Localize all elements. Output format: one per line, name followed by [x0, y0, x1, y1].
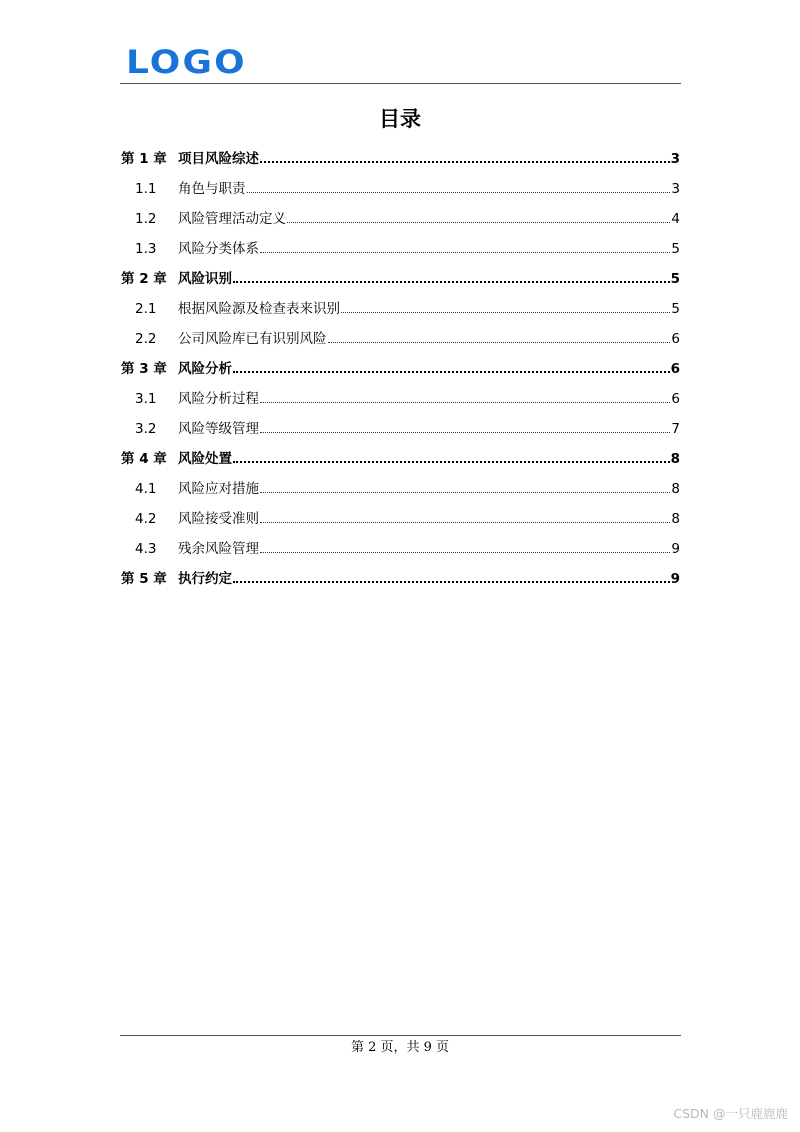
- toc-entry-page: 6: [671, 391, 680, 407]
- toc-entry-chapter-2[interactable]: [121, 267, 680, 291]
- toc-entry-page: 5: [670, 271, 680, 287]
- toc-title: 目录: [379, 107, 421, 131]
- toc-entry-chapter-3[interactable]: [121, 357, 680, 381]
- toc-entry-page: 9: [670, 571, 680, 587]
- toc-entry-label: 风险管理活动定义: [178, 211, 286, 227]
- toc-entry-label: 风险识别: [178, 271, 232, 287]
- toc-entry-label: 风险分类体系: [178, 241, 259, 257]
- toc-entry-number: 1.3: [135, 241, 157, 257]
- header-divider: [120, 83, 681, 84]
- toc-dot-leader: [328, 341, 671, 343]
- footer-divider: [120, 1035, 681, 1036]
- toc-entry-page: 9: [671, 541, 680, 557]
- toc-entry-page: 3: [670, 151, 680, 167]
- toc-entry-label: 风险接受准则: [178, 511, 259, 527]
- toc-entry-section-1-3[interactable]: [121, 237, 680, 261]
- toc-entry-number: 4.2: [135, 511, 157, 527]
- toc-entry-label: 公司风险库已有识别风险: [178, 331, 327, 347]
- toc-entry-section-3-1[interactable]: [121, 387, 680, 411]
- toc-entry-number: 1.2: [135, 211, 157, 227]
- toc-dot-leader: [233, 580, 670, 583]
- toc-dot-leader: [260, 491, 670, 493]
- toc-entry-section-4-3[interactable]: [121, 537, 680, 561]
- toc-entry-number: 第 2 章: [121, 271, 167, 287]
- toc-entry-page: 5: [671, 301, 680, 317]
- toc-entry-number: 第 1 章: [121, 151, 167, 167]
- toc-dot-leader: [260, 551, 670, 553]
- toc-entry-number: 2.2: [135, 331, 157, 347]
- toc-entry-label: 根据风险源及检查表来识别: [178, 301, 340, 317]
- toc-entry-number: 第 4 章: [121, 451, 167, 467]
- toc-dot-leader: [233, 370, 670, 373]
- toc-dot-leader: [233, 460, 670, 463]
- toc-entry-number: 4.3: [135, 541, 157, 557]
- toc-entry-chapter-5[interactable]: [121, 567, 680, 591]
- toc-dot-leader: [260, 160, 670, 163]
- toc-entry-label: 风险等级管理: [178, 421, 259, 437]
- toc-entry-section-2-2[interactable]: [121, 327, 680, 351]
- toc-entry-section-2-1[interactable]: [121, 297, 680, 321]
- toc-entry-number: 3.1: [135, 391, 157, 407]
- toc-entry-number: 1.1: [135, 181, 157, 197]
- company-logo: LOGO: [126, 43, 247, 81]
- toc-entry-page: 6: [671, 331, 680, 347]
- toc-dot-leader: [260, 251, 670, 253]
- toc-entry-label: 风险分析: [178, 361, 232, 377]
- toc-entry-label: 风险应对措施: [178, 481, 259, 497]
- toc-dot-leader: [341, 311, 670, 313]
- toc-entry-section-1-1[interactable]: [121, 177, 680, 201]
- toc-dot-leader: [260, 431, 670, 433]
- toc-entry-page: 7: [671, 421, 680, 437]
- toc-entry-section-4-2[interactable]: [121, 507, 680, 531]
- toc-entry-label: 角色与职责: [178, 181, 246, 197]
- toc-entry-label: 执行约定: [178, 571, 232, 587]
- toc-entry-chapter-4[interactable]: [121, 447, 680, 471]
- toc-dot-leader: [233, 280, 670, 283]
- toc-entry-number: 4.1: [135, 481, 157, 497]
- toc-entry-page: 8: [671, 481, 680, 497]
- toc-entry-chapter-1[interactable]: [121, 147, 680, 171]
- toc-entry-page: 5: [671, 241, 680, 257]
- toc-entry-label: 残余风险管理: [178, 541, 259, 557]
- toc-entry-page: 6: [670, 361, 680, 377]
- page-number: 第 2 页，共 9 页: [350, 1040, 450, 1055]
- toc-entry-section-4-1[interactable]: [121, 477, 680, 501]
- toc-entry-label: 风险分析过程: [178, 391, 259, 407]
- toc-dot-leader: [247, 191, 671, 193]
- watermark: CSDN @一只鹿鹿鹿: [673, 1106, 788, 1121]
- toc-dot-leader: [260, 401, 670, 403]
- toc-entry-number: 3.2: [135, 421, 157, 437]
- toc-entry-page: 8: [670, 451, 680, 467]
- toc-entry-number: 第 3 章: [121, 361, 167, 377]
- toc-entry-page: 3: [671, 181, 680, 197]
- toc-dot-leader: [260, 521, 670, 523]
- toc-dot-leader: [287, 221, 670, 223]
- toc-entry-page: 4: [671, 211, 680, 227]
- toc-entry-section-1-2[interactable]: [121, 207, 680, 231]
- toc-entry-section-3-2[interactable]: [121, 417, 680, 441]
- toc-entry-number: 2.1: [135, 301, 157, 317]
- toc-entry-label: 项目风险综述: [178, 151, 259, 167]
- toc-entry-label: 风险处置: [178, 451, 232, 467]
- toc-entry-page: 8: [671, 511, 680, 527]
- toc-entry-number: 第 5 章: [121, 571, 167, 587]
